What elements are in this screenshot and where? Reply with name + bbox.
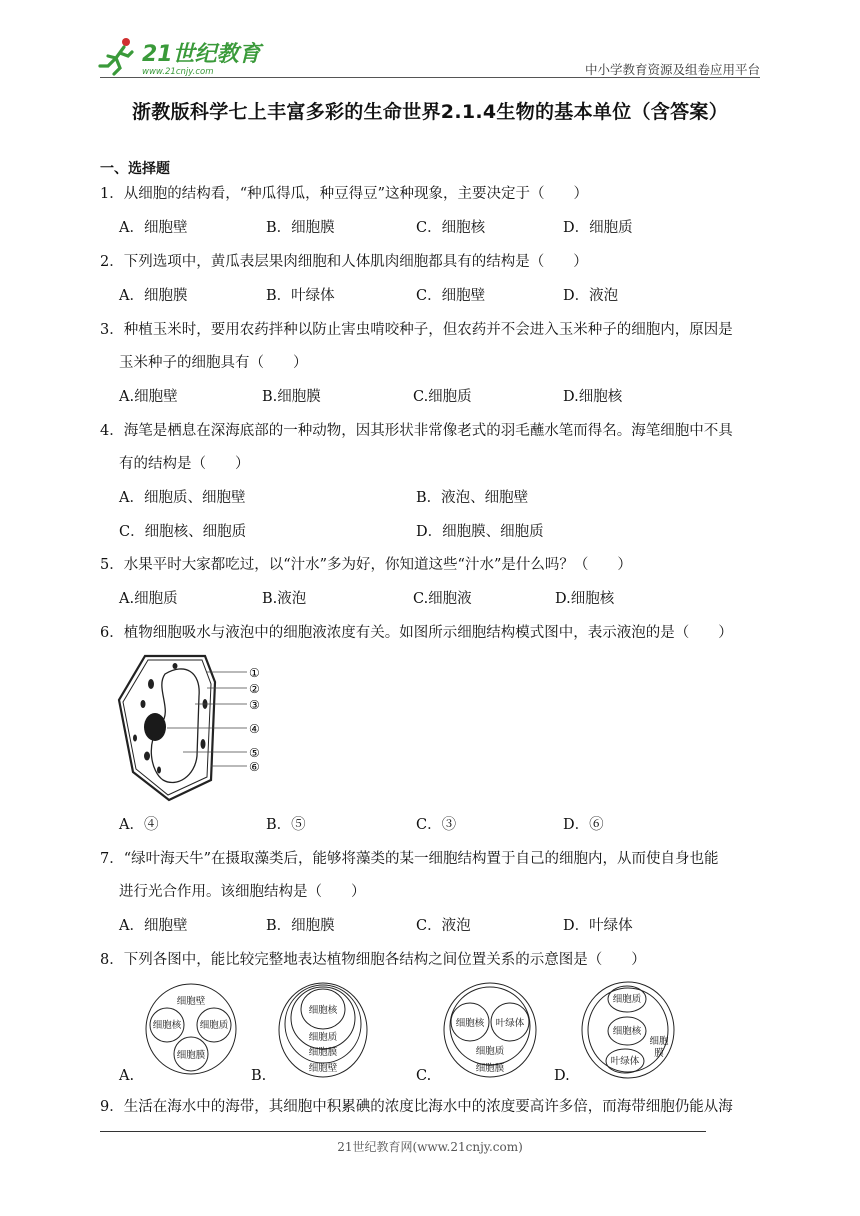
question-7-option-d: D．叶绿体 xyxy=(563,918,633,934)
question-4-option-a: A．细胞质、细胞壁 xyxy=(119,490,246,506)
question-5-option-a: A.细胞质 xyxy=(119,591,178,607)
question-6-option-a: A．④ xyxy=(119,817,159,833)
diagram-b-membrane: 细胞膜 xyxy=(308,1047,338,1058)
diagram-c-membrane: 细胞膜 xyxy=(475,1063,505,1074)
question-1-stem: 1．从细胞的结构看，“种瓜得瓜，种豆得豆”这种现象，主要决定于（ ） xyxy=(100,186,589,202)
question-8-option-b: B. xyxy=(251,1068,267,1084)
diagram-b-nucleus: 细胞核 xyxy=(308,1005,338,1016)
question-8-stem: 8．下列各图中，能比较完整地表达植物细胞各结构之间位置关系的示意图是（ ） xyxy=(100,952,646,968)
question-6-option-d: D．⑥ xyxy=(563,817,604,833)
question-1-option-c: C．细胞核 xyxy=(416,220,486,236)
question-4-stem-line-1: 4．海笔是栖息在深海底部的一种动物，因其形状非常像老式的羽毛蘸水笔而得名。海笔细胞中不具 xyxy=(100,423,733,439)
logo-main-text: 21世纪教育 xyxy=(142,42,261,67)
question-9-stem: 9．生活在海水中的海带，其细胞中积累碘的浓度比海水中的浓度要高许多倍，而海带细胞仍能从海 xyxy=(100,1099,733,1115)
question-1-option-d: D．细胞质 xyxy=(563,220,633,236)
question-2-option-d: D．液泡 xyxy=(563,288,619,304)
section-heading: 一、选择题 xyxy=(100,161,170,177)
question-4-option-d: D．细胞膜、细胞质 xyxy=(416,524,544,540)
question-7-stem-line-2: 进行光合作用。该细胞结构是（ ） xyxy=(119,884,366,900)
question-2-option-b: B．叶绿体 xyxy=(266,288,335,304)
question-3-stem-line-2: 玉米种子的细胞具有（ ） xyxy=(119,355,308,371)
diagram-d-membrane-line-2: 膜 xyxy=(654,1048,664,1059)
footer-divider xyxy=(100,1131,706,1132)
question-4-stem-line-2: 有的结构是（ ） xyxy=(119,456,250,472)
platform-name: 中小学教育资源及组卷应用平台 xyxy=(584,62,760,77)
question-1-option-a: A．细胞壁 xyxy=(119,220,188,236)
header-divider xyxy=(100,77,760,78)
question-7-option-b: B．细胞膜 xyxy=(266,918,335,934)
diagram-c-nucleus: 细胞核 xyxy=(455,1018,485,1029)
question-6-stem: 6．植物细胞吸水与液泡中的细胞液浓度有关。如图所示细胞结构模式图中，表示液泡的是（ ） xyxy=(100,625,733,641)
cell-label-5: ⑤ xyxy=(249,746,260,760)
question-6-option-c: C．③ xyxy=(416,817,457,833)
diagram-b-wall: 细胞壁 xyxy=(308,1063,338,1074)
cell-label-6: ⑥ xyxy=(249,760,260,774)
logo-sub-text: www.21cnjy.com xyxy=(142,67,214,77)
question-5-option-d: D.细胞核 xyxy=(555,591,615,607)
question-5-option-b: B.液泡 xyxy=(262,591,307,607)
diagram-a-wall: 细胞壁 xyxy=(176,996,206,1007)
question-3-option-d: D.细胞核 xyxy=(563,389,623,405)
diagram-d-nucleus: 细胞核 xyxy=(612,1026,642,1037)
cell-label-4: ④ xyxy=(249,722,260,736)
question-3-stem-line-1: 3．种植玉米时，要用农药拌种以防止害虫啃咬种子，但农药并不会进入玉米种子的细胞内，原因是 xyxy=(100,322,733,338)
cell-label-2: ② xyxy=(249,682,260,696)
question-2-stem: 2．下列选项中，黄瓜表层果肉细胞和人体肌肉细胞都具有的结构是（ ） xyxy=(100,254,588,270)
document-title: 浙教版科学七上丰富多彩的生命世界2.1.4生物的基本单位（含答案） xyxy=(132,101,728,123)
footer-text: 21世纪教育网(www.21cnjy.com) xyxy=(337,1140,523,1154)
cell-label-3: ③ xyxy=(249,698,260,712)
question-3-option-c: C.细胞质 xyxy=(413,389,472,405)
diagram-a-cytoplasm: 细胞质 xyxy=(199,1020,229,1031)
diagram-d-membrane-line-1: 细胞 xyxy=(649,1036,669,1047)
cell-relation-diagrams xyxy=(115,980,705,1086)
question-5-option-c: C.细胞液 xyxy=(413,591,472,607)
question-8-option-d: D. xyxy=(554,1068,570,1084)
question-3-option-b: B.细胞膜 xyxy=(262,389,321,405)
question-8-option-c: C. xyxy=(416,1068,432,1084)
question-1-option-b: B．细胞膜 xyxy=(266,220,335,236)
question-6-option-b: B．⑤ xyxy=(266,817,306,833)
question-3-option-a: A.细胞壁 xyxy=(119,389,178,405)
question-2-option-c: C．细胞壁 xyxy=(416,288,486,304)
diagram-d-cytoplasm: 细胞质 xyxy=(612,994,642,1005)
diagram-a-nucleus: 细胞核 xyxy=(152,1020,182,1031)
question-4-option-b: B．液泡、细胞壁 xyxy=(416,490,529,506)
diagram-d-chloroplast: 叶绿体 xyxy=(610,1056,640,1067)
question-8-option-a: A. xyxy=(119,1068,135,1084)
runner-icon xyxy=(100,38,132,74)
diagram-a-membrane: 细胞膜 xyxy=(176,1050,206,1061)
question-4-option-c: C．细胞核、细胞质 xyxy=(119,524,247,540)
diagram-b-cytoplasm: 细胞质 xyxy=(308,1032,338,1043)
site-logo xyxy=(96,34,266,78)
diagram-c-chloroplast: 叶绿体 xyxy=(495,1018,525,1029)
question-7-option-a: A．细胞壁 xyxy=(119,918,188,934)
question-7-stem-line-1: 7．“绿叶海天牛”在摄取藻类后，能够将藻类的某一细胞结构置于自己的细胞内，从而使自身也能 xyxy=(100,851,719,867)
question-2-option-a: A．细胞膜 xyxy=(119,288,188,304)
question-5-stem: 5．水果平时大家都吃过，以“汁水”多为好，你知道这些“汁水”是什么吗？（ ） xyxy=(100,557,632,573)
question-7-option-c: C．液泡 xyxy=(416,918,471,934)
diagram-c-cytoplasm: 细胞质 xyxy=(475,1046,505,1057)
plant-cell-diagram xyxy=(115,652,275,804)
cell-label-1: ① xyxy=(249,666,260,680)
